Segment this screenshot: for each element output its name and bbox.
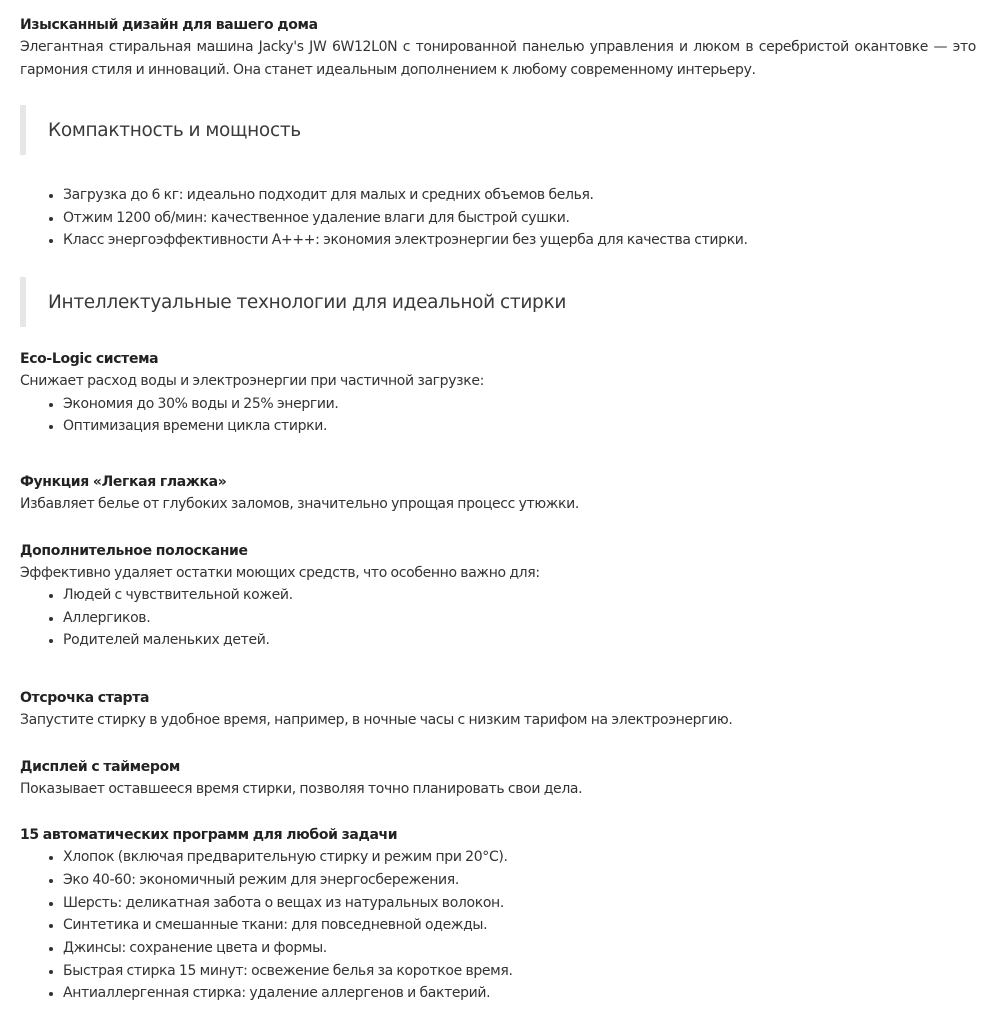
section-heading-compact (20, 105, 976, 155)
section-heading-tech-text: Интеллектуальные технологии для идеальной стирки (48, 291, 567, 313)
list-item: • Загрузка до 6 кг: идеально подходит для малых и средних объемов белья. (63, 184, 976, 207)
eco-text: Снижает расход воды и электроэнергии при частичной загрузке: (20, 373, 484, 390)
list-item: • Хлопок (включая предварительную стирку и режим при 20°C). (63, 846, 976, 869)
intro-title: Изысканный дизайн для вашего дома (20, 17, 318, 33)
list-item: • Антиаллергенная стирка: удаление аллергенов и бактерий. (63, 982, 976, 1005)
delay-text: Запустите стирку в удобное время, например, в ночные часы с низким тарифом на электроэнергию. (20, 712, 733, 729)
eco-list (20, 393, 976, 438)
display-title: Дисплей с таймером (20, 758, 180, 775)
display-text: Показывает оставшееся время стирки, позволяя точно планировать свои дела. (20, 780, 583, 797)
rinse-text: Эффективно удаляет остатки моющих средств, что особенно важно для: (20, 564, 540, 581)
list-item: • Отжим 1200 об/мин: качественное удаление влаги для быстрой сушки. (63, 207, 976, 230)
section-heading-compact-text: Компактность и мощность (48, 119, 301, 141)
list-item: • Шерсть: деликатная забота о вещах из натуральных волокон. (63, 892, 976, 915)
list-item: • Джинсы: сохранение цвета и формы. (63, 937, 976, 960)
list-item: • Класс энергоэффективности A+++: экономия электроэнергии без ущерба для качества стирки. (63, 229, 976, 252)
programs-title: 15 автоматических программ для любой задачи (20, 827, 398, 844)
list-item: • Экономия до 30% воды и 25% энергии. (63, 393, 976, 416)
rinse-title: Дополнительное полоскание (20, 542, 248, 559)
rinse-list (20, 584, 976, 652)
compact-list (20, 184, 976, 252)
programs-list (20, 846, 976, 1005)
list-item: • Родителей маленьких детей. (63, 629, 976, 652)
list-item: • Синтетика и смешанные ткани: для повседневной одежды. (63, 914, 976, 937)
list-item: • Людей с чувствительной кожей. (63, 584, 976, 607)
ironing-title: Функция «Легкая глажка» (20, 474, 227, 491)
list-item: • Эко 40-60: экономичный режим для энергосбережения. (63, 869, 976, 892)
list-item: • Быстрая стирка 15 минут: освежение белья за короткое время. (63, 960, 976, 983)
ironing-text: Избавляет белье от глубоких заломов, значительно упрощая процесс утюжки. (20, 496, 579, 513)
intro-text: Элегантная стиральная машина Jacky's JW 6W12L0N с тонированной панелью управления и люком в серебристой окантовке — это гармония стиля и инноваций. Она станет идеальным дополнением к любому современному интерьеру. (20, 39, 976, 78)
delay-title: Отсрочка старта (20, 690, 150, 707)
list-item: • Оптимизация времени цикла стирки. (63, 415, 976, 438)
list-item: • Аллергиков. (63, 607, 976, 630)
section-heading-tech (20, 277, 976, 327)
eco-title: Eco-Logic система (20, 351, 159, 368)
